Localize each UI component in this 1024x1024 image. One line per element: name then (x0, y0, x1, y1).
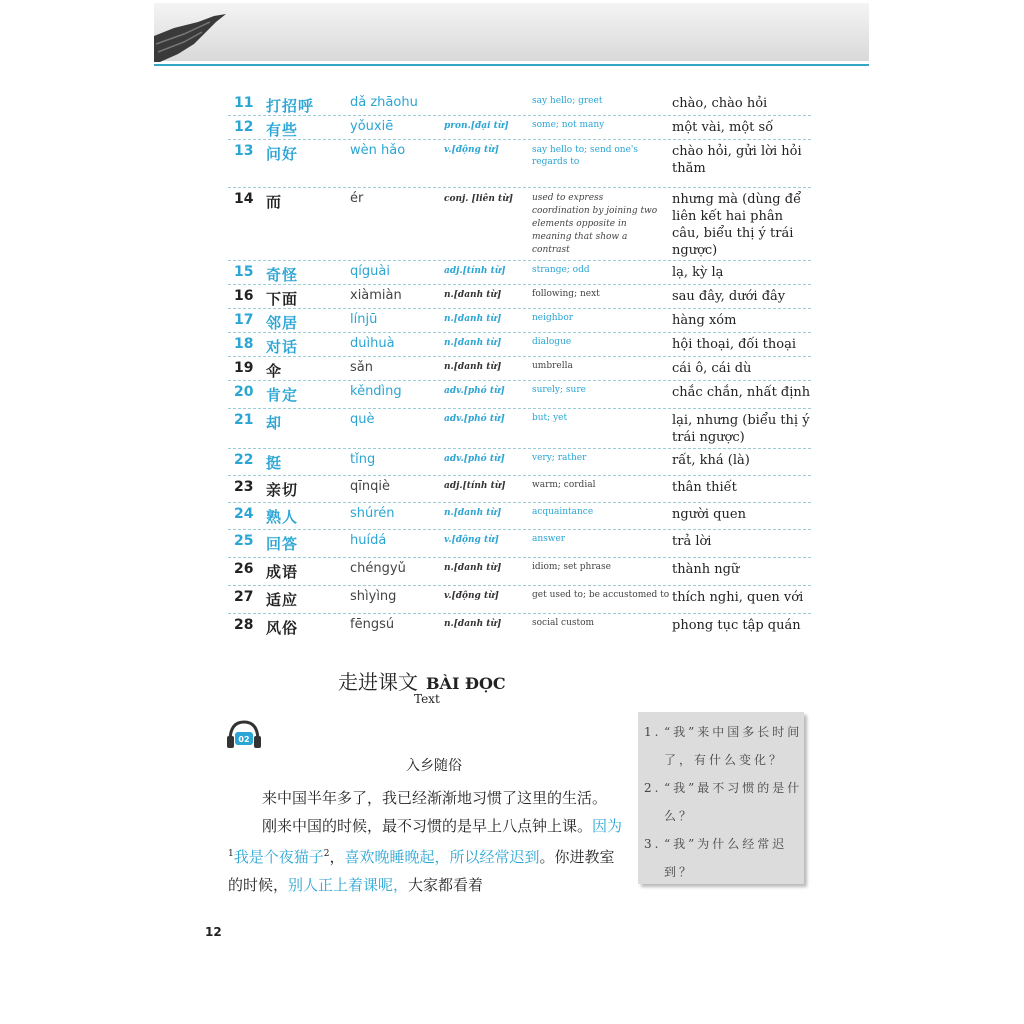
vocab-vietnamese: phong tục tập quán (672, 618, 801, 633)
vocab-pinyin: kěndìng (350, 384, 402, 399)
vocab-row (228, 381, 811, 409)
vocab-pinyin: wèn hǎo (350, 143, 406, 158)
passage-title: 入乡随俗 (406, 758, 462, 774)
vocab-hanzi: 对话 (266, 338, 299, 356)
vocab-part-of-speech: v.[động từ] (444, 535, 499, 545)
vocab-english: say hello; greet (532, 96, 603, 106)
vocab-english: but; yet (532, 413, 568, 423)
passage-paragraph-1: 来中国半年多了，我已经渐渐地习惯了这里的生活。 (262, 789, 608, 807)
vocab-part-of-speech: n.[danh từ] (444, 508, 502, 518)
vocab-part-of-speech: n.[danh từ] (444, 290, 502, 300)
vocab-part-of-speech: pron.[đại từ] (444, 121, 509, 131)
vocab-part-of-speech: adv.[phó từ] (444, 386, 505, 396)
vocab-vietnamese: hội thoại, đối thoại (672, 337, 796, 352)
vocab-row (228, 188, 811, 261)
vocab-vietnamese: thân thiết (672, 480, 737, 495)
vocab-pinyin: dǎ zhāohu (350, 95, 418, 110)
vocab-vietnamese: lại, nhưng (biểu thị ý trái ngược) (672, 413, 810, 445)
vocab-hanzi: 邻居 (266, 314, 299, 332)
vocab-english: very; rather (532, 453, 587, 463)
vocab-number: 25 (234, 533, 254, 549)
vocab-row (228, 614, 811, 641)
vocab-row (228, 140, 811, 188)
vocab-pinyin: fēngsú (350, 617, 395, 632)
vocab-part-of-speech: adj.[tính từ] (444, 266, 506, 276)
vocab-english: used to express coordination by joining two elements opposite in meaning that show a contrast (532, 193, 658, 255)
vocab-number: 22 (234, 452, 254, 468)
text-section-title (338, 666, 506, 695)
vocab-number: 16 (234, 288, 254, 304)
vocab-part-of-speech: n.[danh từ] (444, 619, 502, 629)
vocab-row (228, 357, 811, 381)
vocab-pinyin: qíguài (350, 264, 390, 279)
vocab-number: 13 (234, 143, 254, 159)
vocab-english: acquaintance (532, 507, 594, 517)
vocab-number: 26 (234, 561, 254, 577)
vocab-vietnamese: thành ngữ (672, 562, 740, 577)
vocab-hanzi: 回答 (266, 535, 299, 553)
vocab-vietnamese: chào hỏi, gửi lời hỏi thăm (672, 144, 802, 176)
vocab-number: 15 (234, 264, 254, 280)
vocab-part-of-speech: n.[danh từ] (444, 563, 502, 573)
vocab-english: get used to; be accustomed to (532, 590, 670, 600)
vocab-part-of-speech: adv.[phó từ] (444, 414, 505, 424)
vocab-row (228, 558, 811, 586)
vocab-vietnamese: người quen (672, 507, 746, 522)
vocab-row (228, 333, 811, 357)
vocab-number: 24 (234, 506, 254, 522)
vocab-part-of-speech: adv.[phó từ] (444, 454, 505, 464)
vocab-english: say hello to; send one's regards to (532, 145, 639, 167)
vocab-hanzi: 肯定 (266, 386, 299, 404)
vocab-part-of-speech: n.[danh từ] (444, 362, 502, 372)
page-header-banner (154, 3, 869, 61)
vocab-vietnamese: trả lời (672, 534, 712, 549)
vocab-english: umbrella (532, 361, 573, 371)
vocab-pinyin: xiàmiàn (350, 288, 402, 303)
vocab-vietnamese: sau đây, dưới đây (672, 289, 786, 304)
audio-track-number: 02 (238, 735, 250, 744)
vocab-english: warm; cordial (532, 480, 596, 490)
vocab-hanzi: 伞 (266, 362, 283, 380)
vocab-hanzi: 有些 (266, 121, 299, 139)
vocab-hanzi: 风俗 (266, 619, 299, 637)
vocab-hanzi: 亲切 (266, 481, 299, 499)
vocab-hanzi: 挺 (266, 454, 283, 472)
text-title-vietnamese: BÀI ĐỌC (426, 674, 506, 693)
vocab-vietnamese: lạ, kỳ lạ (672, 265, 724, 280)
vocab-english: some; not many (532, 120, 605, 130)
vocab-part-of-speech: adj.[tính từ] (444, 481, 506, 491)
question-3: 3. “我”为什么经常迟到？ (644, 837, 788, 879)
vocab-number: 27 (234, 589, 254, 605)
vocab-pinyin: línjū (350, 312, 378, 327)
vocab-row (228, 285, 811, 309)
vocab-number: 20 (234, 384, 254, 400)
vocab-hanzi: 打招呼 (266, 97, 315, 115)
vocab-number: 17 (234, 312, 254, 328)
vocab-hanzi: 成语 (266, 563, 299, 581)
vocab-number: 12 (234, 119, 254, 135)
text-title-chinese: 走进课文 (338, 670, 418, 694)
pagoda-roof-icon (154, 14, 228, 62)
vocab-vietnamese: hàng xóm (672, 313, 737, 328)
vocab-part-of-speech: conj. [liên từ] (444, 194, 514, 204)
vocab-row (228, 116, 811, 140)
vocab-part-of-speech: v.[động từ] (444, 591, 499, 601)
vocab-row (228, 261, 811, 285)
comprehension-questions-box (638, 712, 804, 884)
vocab-row (228, 503, 811, 530)
vocab-row (228, 449, 811, 476)
vocab-number: 28 (234, 617, 254, 633)
vocab-part-of-speech: n.[danh từ] (444, 314, 502, 324)
vocab-english: surely; sure (532, 385, 586, 395)
vocab-english: social custom (532, 618, 595, 628)
vocab-pinyin: chéngyǔ (350, 561, 406, 576)
vocab-english: following; next (532, 289, 600, 299)
vocab-pinyin: huídá (350, 533, 387, 548)
question-1: 1. “我”来中国多长时间了，有什么变化？ (644, 725, 803, 767)
vocab-vietnamese: chắc chắn, nhất định (672, 385, 811, 400)
vocab-hanzi: 却 (266, 414, 283, 432)
vocab-row (228, 409, 811, 449)
vocab-row (228, 309, 811, 333)
vocab-hanzi: 而 (266, 193, 283, 211)
vocab-english: strange; odd (532, 265, 590, 275)
vocab-pinyin: què (350, 412, 375, 427)
vocab-number: 21 (234, 412, 254, 428)
header-divider (154, 64, 869, 66)
reading-passage (228, 784, 624, 899)
vocab-vietnamese: cái ô, cái dù (672, 361, 752, 376)
vocab-vietnamese: một vài, một số (672, 120, 774, 135)
vocab-part-of-speech: n.[danh từ] (444, 338, 502, 348)
vocab-vietnamese: rất, khá (là) (672, 453, 750, 468)
vocab-english: neighbor (532, 313, 574, 323)
vocab-pinyin: shúrén (350, 506, 395, 521)
vocab-row (228, 92, 811, 116)
vocab-row (228, 530, 811, 558)
vocab-hanzi: 奇怪 (266, 266, 299, 284)
vocab-english: dialogue (532, 337, 572, 347)
vocab-hanzi: 下面 (266, 290, 299, 308)
vocab-pinyin: qīnqiè (350, 479, 390, 494)
text-section-subtitle: Text (414, 692, 440, 706)
vocab-pinyin: duìhuà (350, 336, 395, 351)
page-number: 12 (205, 925, 222, 939)
vocab-hanzi: 适应 (266, 591, 299, 609)
vocab-pinyin: tǐng (350, 452, 376, 467)
headphones-audio-icon[interactable] (226, 719, 262, 749)
vocab-number: 23 (234, 479, 254, 495)
vocab-pinyin: yǒuxiē (350, 119, 394, 134)
vocab-english: answer (532, 534, 566, 544)
vocab-pinyin: shìyìng (350, 589, 397, 604)
vocab-number: 18 (234, 336, 254, 352)
vocab-number: 11 (234, 95, 254, 111)
vocab-hanzi: 熟人 (266, 508, 299, 526)
vocab-english: idiom; set phrase (532, 562, 611, 572)
vocab-hanzi: 问好 (266, 145, 299, 163)
vocab-row (228, 586, 811, 614)
vocab-part-of-speech: v.[động từ] (444, 145, 499, 155)
vocab-pinyin: ér (350, 191, 364, 206)
vocab-number: 19 (234, 360, 254, 376)
vocabulary-table (228, 92, 811, 641)
vocab-vietnamese: chào, chào hỏi (672, 96, 768, 111)
vocab-vietnamese: thích nghi, quen với (672, 590, 804, 605)
vocab-vietnamese: nhưng mà (dùng để liên kết hai phân câu, biểu thị ý trái ngược) (672, 192, 802, 258)
passage-paragraph-2: 刚来中国的时候，最不习惯的是早上八点钟上课。因为$^1$我是个夜猫子$^2$，喜欢晚睡晚起，所以经常迟到。你进教室的时候，别人正上着课呢，大家都看着 (228, 817, 623, 894)
vocab-pinyin: sǎn (350, 360, 373, 375)
vocab-number: 14 (234, 191, 254, 207)
question-2: 2. “我”最不习惯的是什么？ (644, 781, 803, 823)
vocab-row (228, 476, 811, 503)
